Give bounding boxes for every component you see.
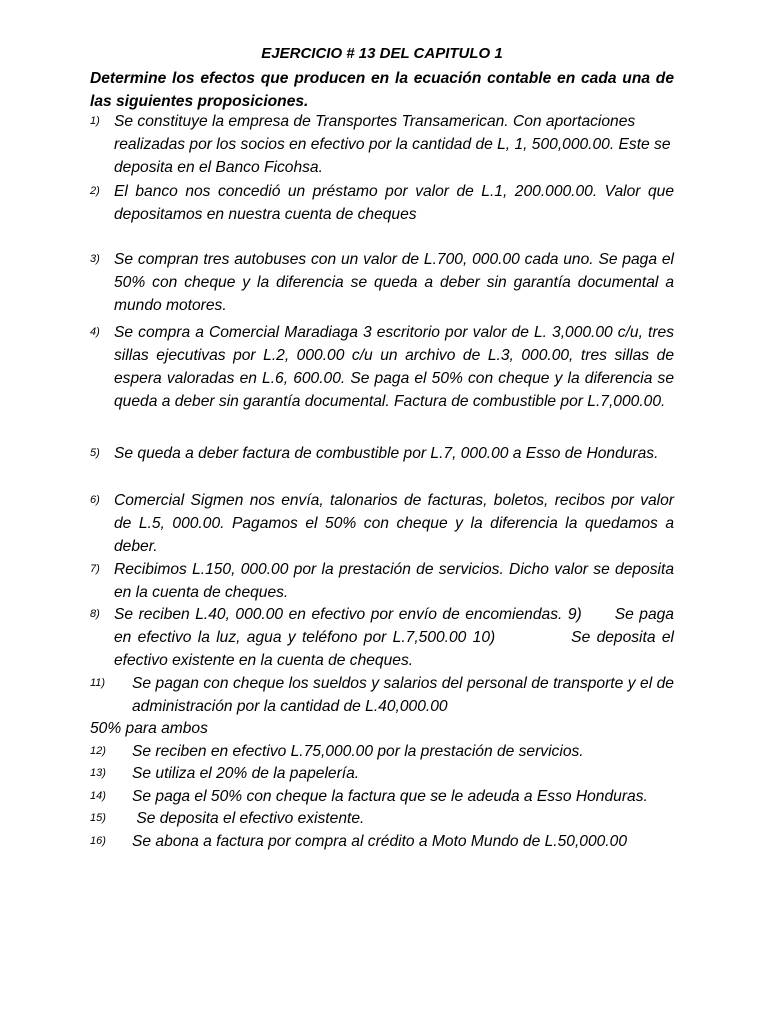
item-text: Se paga el 50% con cheque la factura que se le adeuda a Esso Honduras. — [132, 788, 648, 805]
list-item — [90, 180, 674, 226]
list-item — [90, 110, 674, 179]
exercise-instructions: Determine los efectos que producen en la ecuación contable en cada una de las siguientes proposiciones. — [90, 70, 674, 110]
item-number: 6) — [90, 494, 100, 506]
item-number: 5) — [90, 447, 100, 459]
item-number: 12) — [90, 745, 106, 757]
item-text: Se pagan con cheque los sueldos y salarios del personal de transporte y el de administración por la cantidad de L.40,000.00 — [132, 675, 674, 715]
item-text: Se reciben L.40, 000.00 en efectivo por envío de encomiendas. 9) Se paga en efectivo la luz, agua y teléfono por L.7,500.00 10) Se deposita el efectivo existente en la cuenta de cheques. — [114, 606, 679, 669]
item-text: Comercial Sigmen nos envía, talonarios de facturas, boletos, recibos por valor de L.5, 000.00. Pagamos el 50% con cheque y la diferencia la quedamos a deber. — [114, 492, 674, 555]
item-number: 2) — [90, 185, 100, 197]
list-item — [90, 672, 674, 718]
item-number: 1) — [90, 115, 100, 127]
item-number: 7) — [90, 563, 100, 575]
item-text: Se reciben en efectivo L.75,000.00 por la prestación de servicios. — [132, 743, 584, 760]
item-number: 4) — [90, 326, 100, 338]
item-text: Se compra a Comercial Maradiaga 3 escritorio por valor de L. 3,000.00 c/u, tres sillas ejecutivas por L.2, 000.00 c/u un archivo de L.3, 000.00, tres sillas de espera valoradas en L.6, 600.00. Se paga el 50% con cheque y la diferencia se queda a deber sin garantía documental. Factura de combustible por L.7,000.00. — [114, 324, 674, 410]
list-item — [90, 442, 674, 465]
list-item — [90, 785, 674, 808]
list-item — [90, 740, 674, 763]
item-text: Se constituye la empresa de Transportes Transamerican. Con aportaciones realizadas por los socios en efectivo por la cantidad de L, 1, 500,000.00. Este se deposita en el Banco Ficohsa. — [114, 113, 671, 176]
item-number: 13) — [90, 767, 106, 779]
list-item — [90, 489, 674, 558]
list-item — [90, 762, 674, 785]
list-item — [90, 321, 674, 413]
item-number: 3) — [90, 253, 100, 265]
list-item — [90, 807, 674, 830]
item-text: Se deposita el efectivo existente. — [132, 810, 365, 827]
item-number: 16) — [90, 835, 106, 847]
item-text: El banco nos concedió un préstamo por valor de L.1, 200.000.00. Valor que depositamos en nuestra cuenta de cheques — [114, 183, 674, 223]
list-item — [90, 558, 674, 604]
item-text: Se queda a deber factura de combustible por L.7, 000.00 a Esso de Honduras. — [114, 445, 659, 462]
item-number: 15) — [90, 812, 106, 824]
exercise-title: EJERCICIO # 13 DEL CAPITULO 1 — [261, 45, 503, 62]
item-text: Se utiliza el 20% de la papelería. — [132, 765, 360, 782]
list-item — [90, 603, 679, 672]
list-item — [90, 248, 674, 317]
item-number: 14) — [90, 790, 106, 802]
item-text: Se compran tres autobuses con un valor de L.700, 000.00 cada uno. Se paga el 50% con cheque y la diferencia se queda a deber sin garantía documental a mundo motores. — [114, 251, 674, 314]
list-item — [90, 830, 674, 853]
item-number: 11) — [90, 677, 106, 689]
note-text: 50% para ambos — [90, 720, 208, 737]
item-text: Recibimos L.150, 000.00 por la prestación de servicios. Dicho valor se deposita en la cuenta de cheques. — [114, 561, 674, 601]
item-text: Se abona a factura por compra al crédito a Moto Mundo de L.50,000.00 — [132, 833, 627, 850]
item-number: 8) — [90, 608, 100, 620]
